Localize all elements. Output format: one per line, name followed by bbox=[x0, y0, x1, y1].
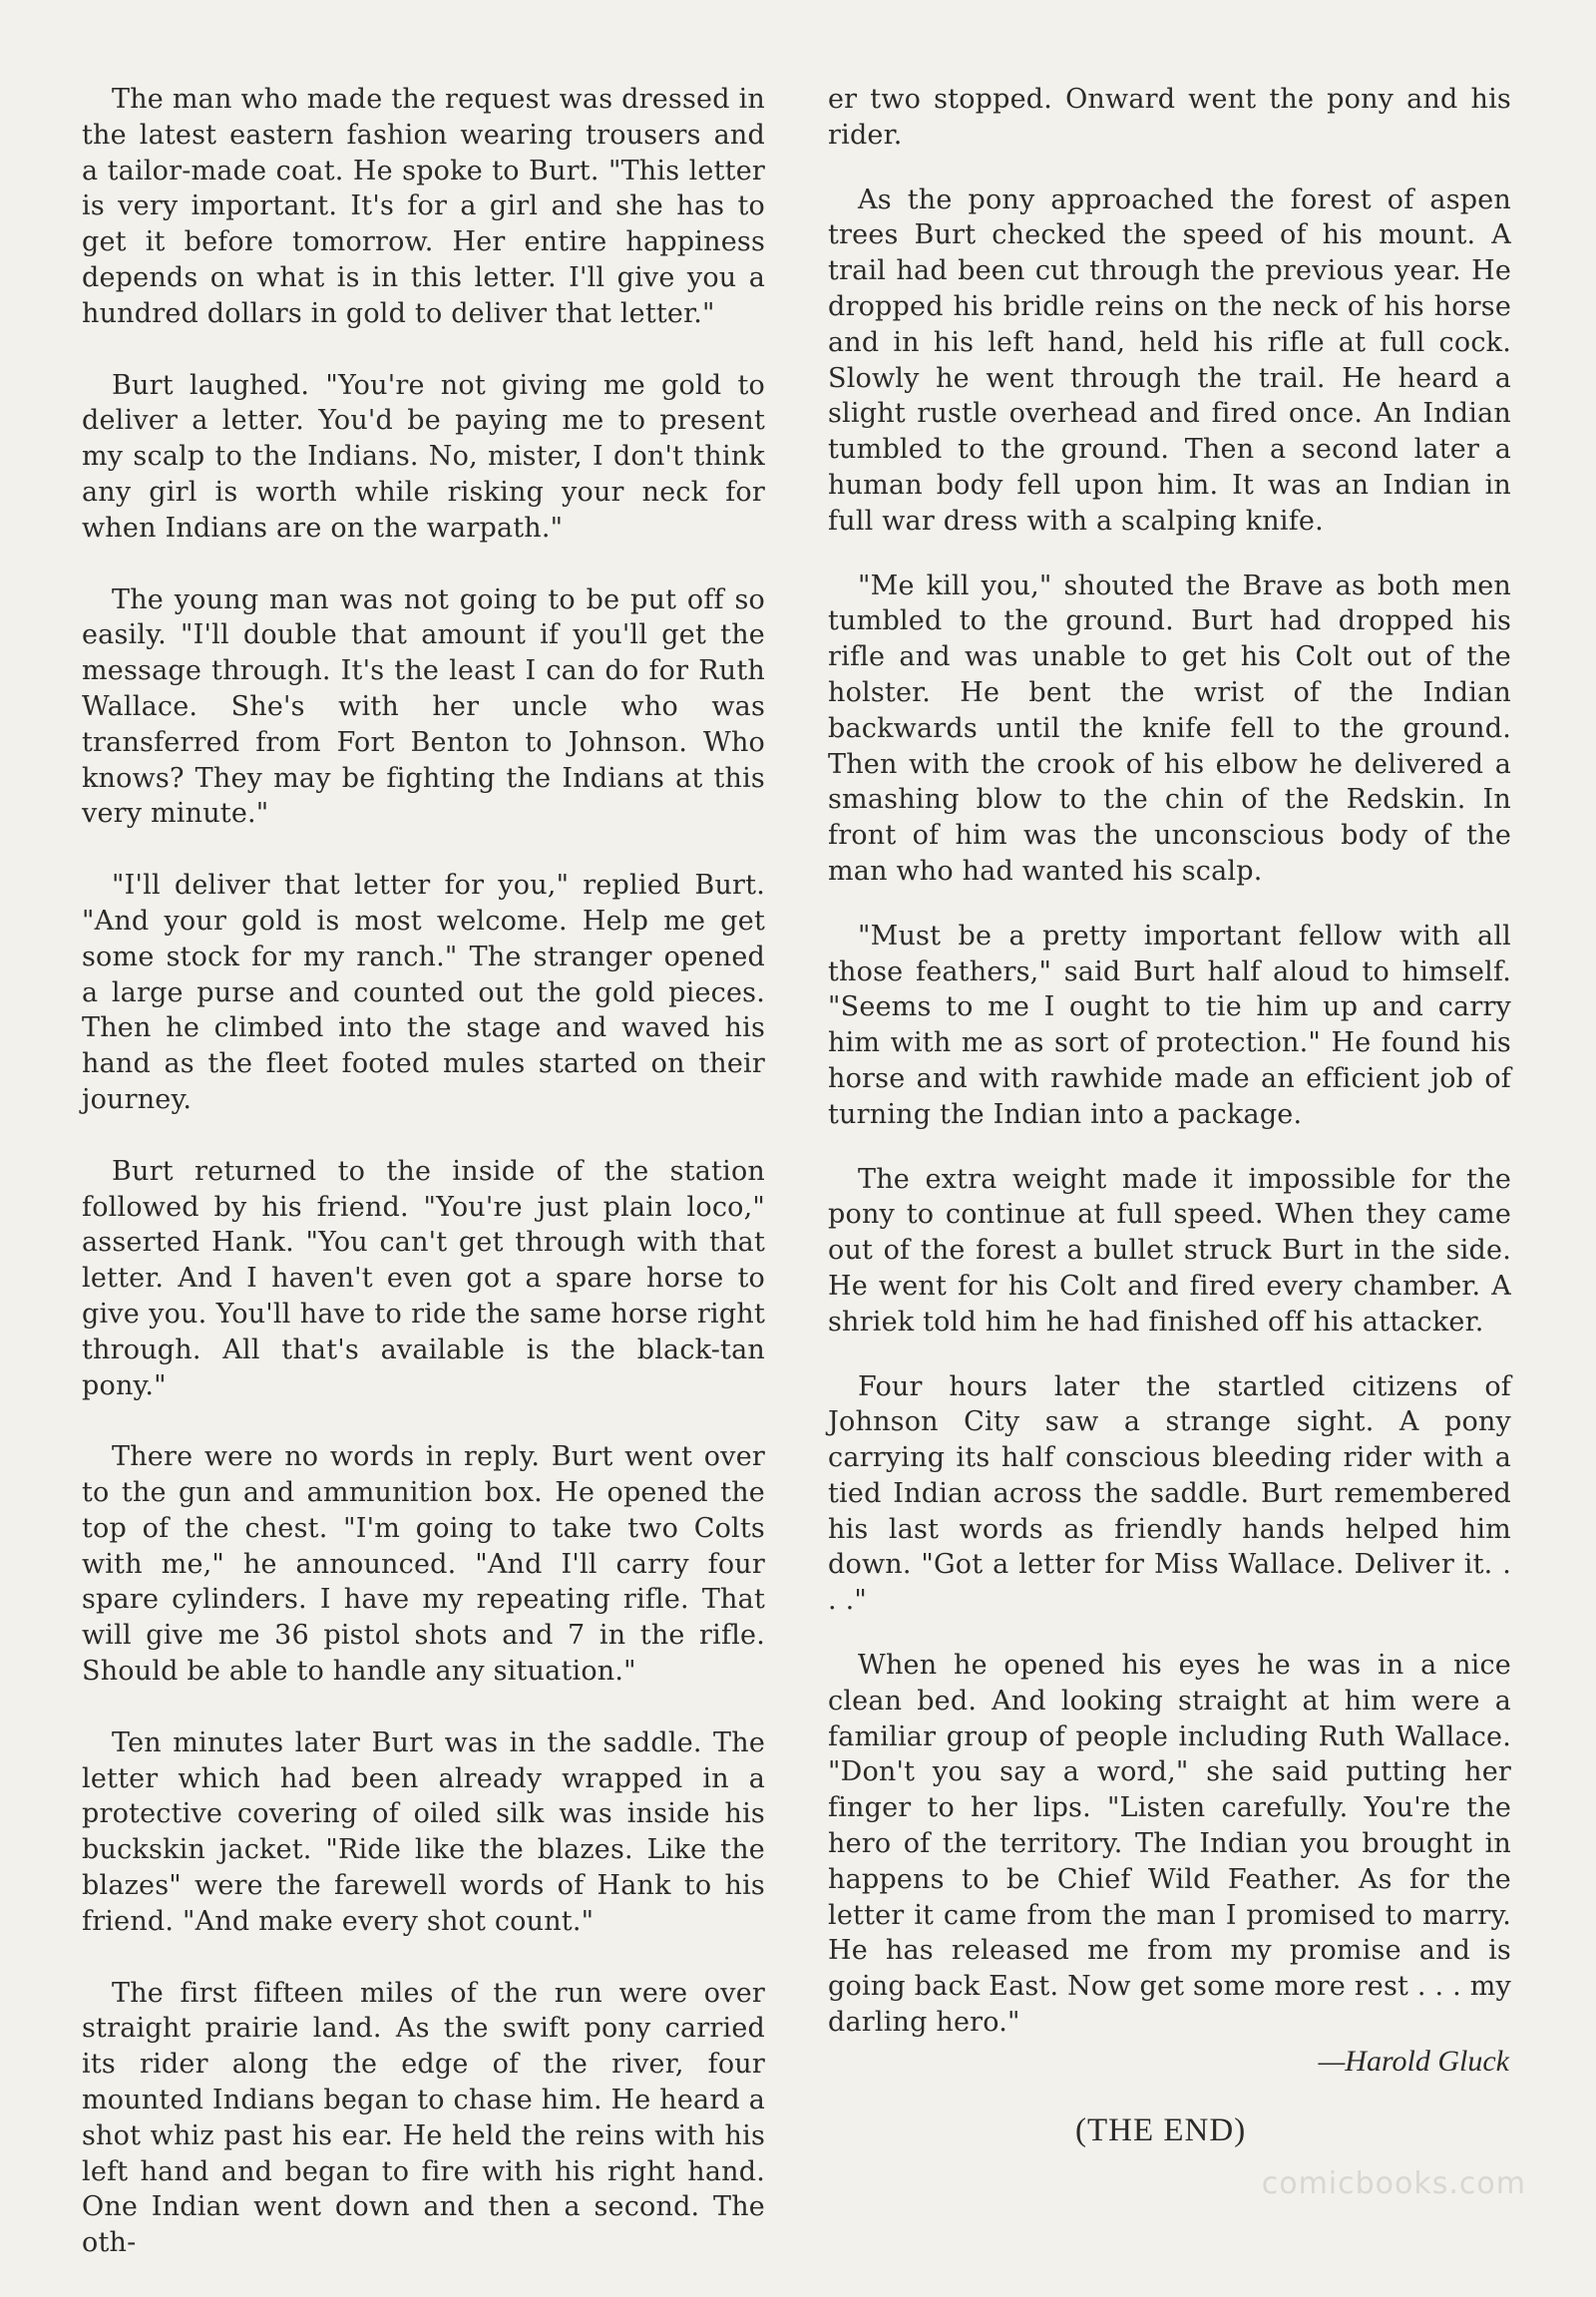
story-paragraph: The young man was not going to be put off so easily. "I'll double that amount if you'll get the message through. It's the least I can do for Ruth Wallace. She's with her uncle who was transferred from Fort Benton to Johnson. Who knows? They may be fighting the Indians at this very minute." bbox=[82, 583, 765, 830]
story-paragraph: There were no words in reply. Burt went over to the gun and ammunition box. He opened the top of the chest. "I'm going to take two Colts with me," he announced. "And I'll carry four spare cylinders. I have my repeating rifle. That will give me 36 pistol shots and 7 in the rifle. Should be able to handle any situation." bbox=[82, 1441, 765, 1688]
the-end-label: (THE END) bbox=[1075, 2112, 1247, 2148]
story-paragraph: Ten minutes later Burt was in the saddle. The letter which had been already wrapped in a protective covering of oiled silk was inside his buckskin jacket. "Ride like the blazes. Like the blazes" were the farewell words of Hank to his friend. "And make every shot count." bbox=[82, 1726, 765, 1937]
story-paragraph: As the pony approached the forest of aspen trees Burt checked the speed of his mount. A trail had been cut through the previous year. He dropped his bridle reins on the neck of his horse and in his left hand, held his rifle at full cock. Slowly he went through the trail. He heard a slight rustle overhead and fired once. An Indian tumbled to the ground. Then a second later a human body fell upon him. It was an Indian in full war dress with a scalping knife. bbox=[828, 184, 1511, 537]
left-column bbox=[82, 82, 765, 2297]
author-signature: —Harold Gluck bbox=[1318, 2045, 1509, 2078]
story-paragraph: "I'll deliver that letter for you," replied Burt. "And your gold is most welcome. Help me get some stock for my ranch." The stranger opened a large purse and counted out the gold pieces. Then he climbed into the stage and waved his hand as the fleet footed mules started on their journey. bbox=[82, 870, 765, 1115]
story-paragraph: The first fifteen miles of the run were over straight prairie land. As the swift pony carried its rider along the edge of the river, four mounted Indians began to chase him. He heard a shot whiz past his ear. He held the reins with his left hand and began to fire with his right hand. One Indian went down and then a second. The oth- bbox=[82, 1977, 765, 2259]
story-paragraph: "Me kill you," shouted the Brave as both men tumbled to the ground. Burt had dropped his rifle and was unable to get his Colt out of the holster. He bent the wrist of the Indian backwards until the knife fell to the ground. Then with the crook of his elbow he delivered a smashing blow to the chin of the Redskin. In front of him was the unconscious body of the man who had wanted his scalp. bbox=[828, 570, 1511, 887]
story-paragraph: When he opened his eyes he was in a nice clean bed. And looking straight at him were a familiar group of people including Ruth Wallace. "Don't you say a word," she said putting her finger to her lips. "Listen carefully. You're the hero of the territory. The Indian you brought in happens to be Chief Wild Feather. As for the letter it came from the man I promised to marry. He has released me from my promise and is going back East. Now get some more rest . . . my darling hero." bbox=[828, 1650, 1511, 2039]
story-paragraph: Burt returned to the inside of the station followed by his friend. "You're just plain loco," asserted Hank. "You can't get through with that letter. And I haven't even got a spare horse to give you. You'll have to ride the same horse right through. All that's available is the black-tan pony." bbox=[82, 1155, 765, 1401]
site-watermark: comicbooks.com bbox=[1261, 2166, 1526, 2201]
right-column bbox=[828, 82, 1511, 2070]
story-paragraph-continuation: er two stopped. Onward went the pony and his rider. bbox=[828, 84, 1511, 151]
story-paragraph: The extra weight made it impossible for the pony to continue at full speed. When they came out of the forest a bullet struck Burt in the side. He went for his Colt and fired every chamber. A shriek told him he had finished off his attacker. bbox=[828, 1163, 1511, 1338]
story-paragraph: The man who made the request was dressed in the latest eastern fashion wearing trousers and a tailor-made coat. He spoke to Burt. "This letter is very important. It's for a girl and she has to get it before tomorrow. Her entire happiness depends on what is in this letter. I'll give you a hundred dollars in gold to deliver that letter." bbox=[82, 84, 765, 329]
story-paragraph: "Must be a pretty important fellow with all those feathers," said Burt half aloud to himself. "Seems to me I ought to tie him up and carry him with me as sort of protection." He found his horse and with rawhide made an efficient job of turning the Indian into a package. bbox=[828, 920, 1511, 1130]
story-paragraph: Four hours later the startled citizens of Johnson City saw a strange sight. A pony carrying its half conscious bleeding rider with a tied Indian across the saddle. Burt remembered his last words as friendly hands helped him down. "Got a letter for Miss Wallace. Deliver it. . . ." bbox=[828, 1370, 1511, 1617]
story-paragraph: Burt laughed. "You're not giving me gold to deliver a letter. You'd be paying me to present my scalp to the Indians. No, mister, I don't think any girl is worth while risking your neck for when Indians are on the warpath." bbox=[82, 369, 765, 544]
